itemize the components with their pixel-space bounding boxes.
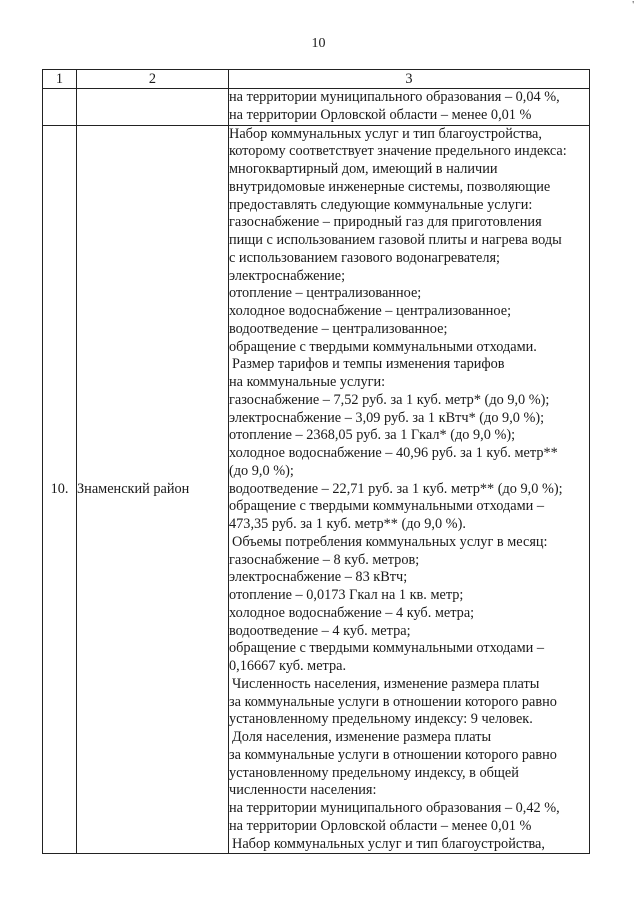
text-line: водоотведение – 4 куб. метра; (229, 622, 411, 639)
text-line: за коммунальные услуги в отношении которого равно (229, 746, 557, 763)
corner-mark: ' (632, 0, 634, 11)
text-line: холодное водоснабжение – 4 куб. метра; (229, 604, 475, 621)
text-line: которому соответствует значение предельного индекса: (229, 143, 567, 160)
text-line: Набор коммунальных услуг и тип благоустройства, (232, 835, 545, 852)
text-line: 0,16667 куб. метра. (229, 658, 347, 674)
text-line: на территории муниципального образования – 0,04 %, (229, 89, 560, 105)
text-line: электроснабжение; (229, 267, 346, 284)
text-line: отопление – 2368,05 руб. за 1 Гкал* (до 9,0 %); (229, 427, 516, 444)
text-line: отопление – 0,0173 Гкал на 1 кв. метр; (229, 587, 464, 603)
text-line: водоотведение – централизованное; (229, 320, 448, 337)
text-line: установленному предельному индексу: 9 человек. (229, 711, 533, 728)
text-line: предоставлять следующие коммунальные услуги: (229, 196, 533, 213)
text-line: Объемы потребления коммунальных услуг в месяц: (232, 533, 548, 550)
text-line: пищи с использованием газовой плиты и нагрева воды (229, 232, 562, 248)
text-line: за коммунальные услуги в отношении которого равно (229, 693, 557, 710)
text-line: электроснабжение – 83 кВтч; (229, 569, 408, 586)
cont-num-cell (43, 89, 77, 126)
table-header-row (43, 70, 590, 89)
text-line: на территории Орловской области – менее 0,01 % (229, 106, 532, 123)
text-line: водоотведение – 22,71 руб. за 1 куб. метр** (до 9,0 %); (229, 480, 563, 497)
header-cell-1: 1 (43, 70, 77, 89)
text-line: газоснабжение – природный газ для приготовления (229, 214, 542, 231)
header-cell-3: 3 (229, 70, 590, 89)
text-line: обращение с твердыми коммунальными отходами. (229, 338, 537, 355)
text-line: отопление – централизованное; (229, 285, 422, 302)
text-line: 473,35 руб. за 1 куб. метр** (до 9,0 %). (229, 516, 466, 532)
page-number: 10 (311, 36, 326, 51)
cont-content-cell (229, 89, 590, 126)
text-line: обращение с твердыми коммунальными отходами – (229, 640, 545, 657)
text-line: установленному предельному индексу, в общей (229, 764, 519, 781)
text-line: многоквартирный дом, имеющий в наличии (229, 161, 498, 177)
text-line: на территории Орловской области – менее 0,01 % (229, 817, 532, 834)
text-line: Размер тарифов и темпы изменения тарифов (232, 356, 505, 373)
cont-region-cell (77, 89, 229, 126)
tariff-table (42, 69, 590, 854)
text-line: газоснабжение – 8 куб. метров; (229, 551, 420, 568)
text-line: численности населения: (229, 782, 377, 799)
text-line: холодное водоснабжение – централизованное; (229, 303, 512, 319)
text-line: Доля населения, изменение размера платы (232, 729, 492, 745)
text-line: на коммунальные услуги: (229, 374, 386, 390)
header-cell-2: 2 (77, 70, 229, 89)
text-line: (до 9,0 %); (229, 462, 294, 479)
region-name: Знаменский район (77, 125, 229, 854)
text-line: электроснабжение – 3,09 руб. за 1 кВтч* (до 9,0 %); (229, 409, 545, 426)
text-line: холодное водоснабжение – 40,96 руб. за 1 куб. метр** (229, 445, 558, 461)
table-row-10 (43, 125, 590, 854)
text-line: Численность населения, изменение размера платы (232, 675, 540, 692)
text-line: обращение с твердыми коммунальными отходами – (229, 498, 545, 515)
text-line: внутридомовые инженерные системы, позволяющие (229, 178, 551, 195)
text-line: Набор коммунальных услуг и тип благоустройства, (229, 125, 542, 142)
text-line: газоснабжение – 7,52 руб. за 1 куб. метр* (до 9,0 %); (229, 391, 550, 408)
row-number: 10. (43, 125, 77, 854)
text-line: с использованием газового водонагревателя; (229, 249, 501, 266)
continuation-row (43, 89, 590, 126)
text-line: на территории муниципального образования – 0,42 %, (229, 800, 560, 816)
row-content-cell (229, 125, 590, 854)
